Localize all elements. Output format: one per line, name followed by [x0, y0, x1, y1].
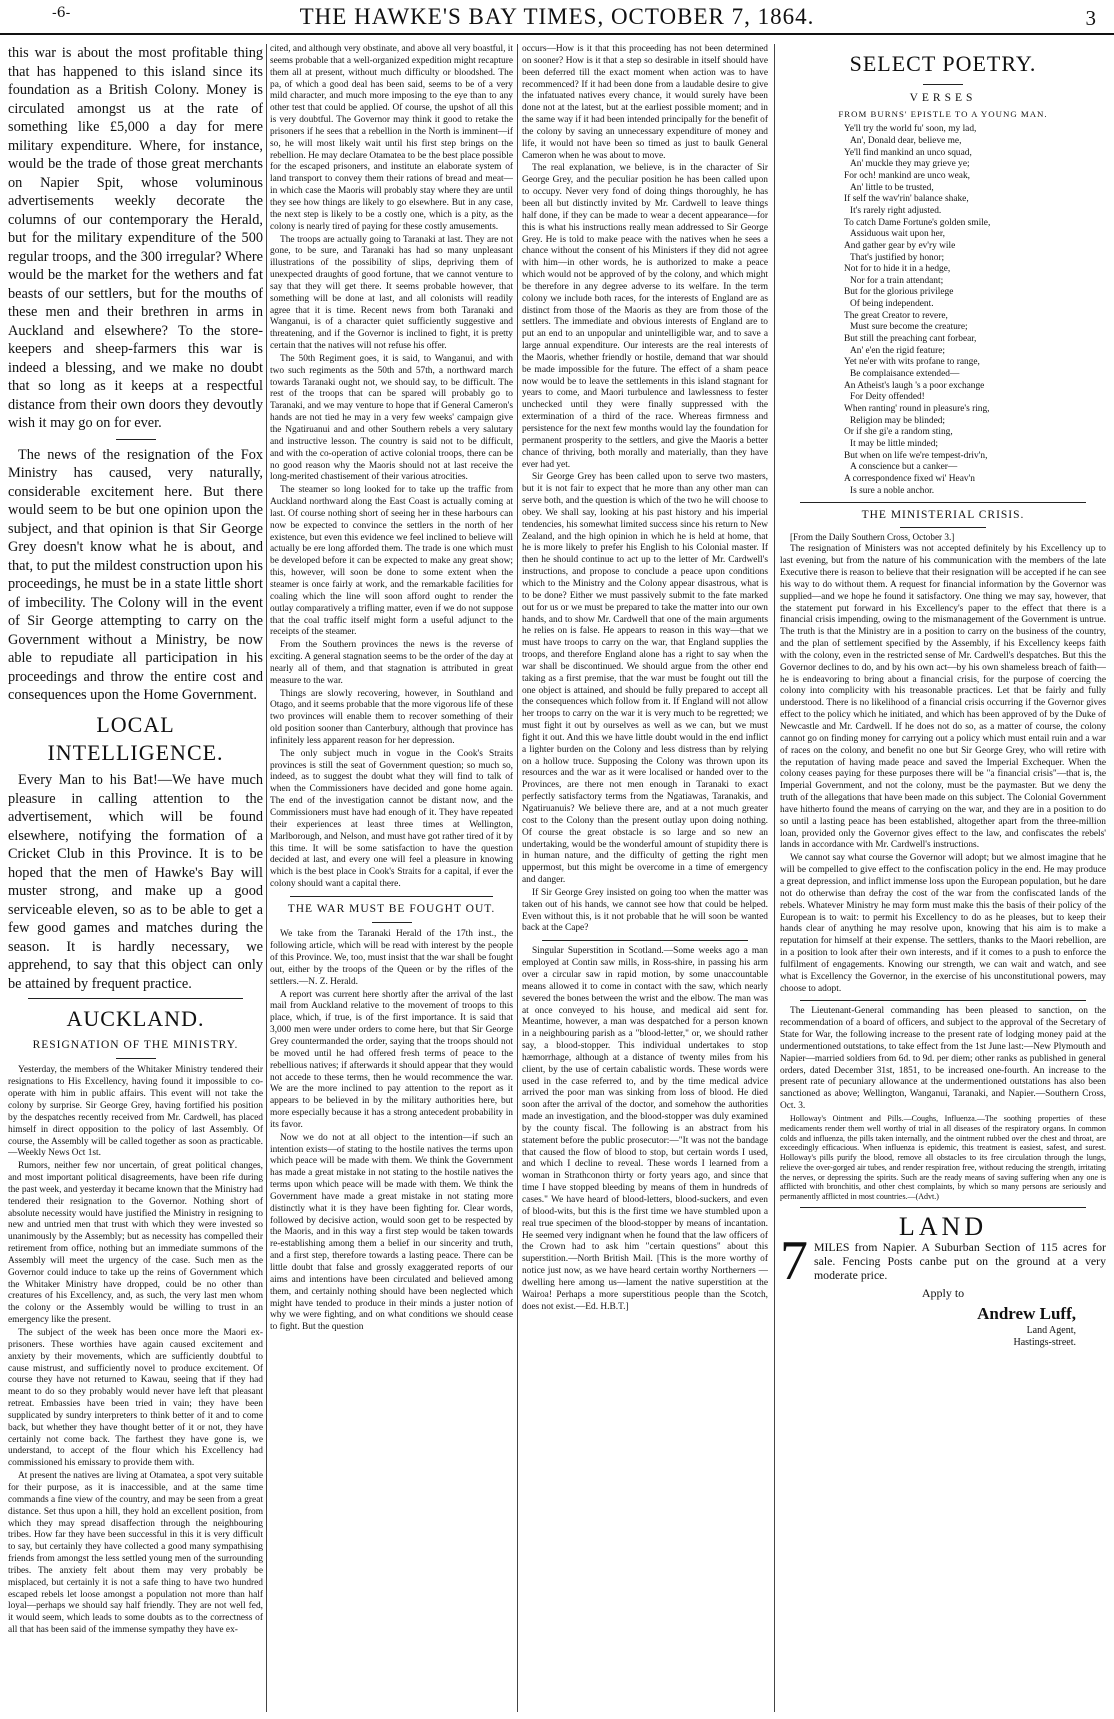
- poem-line: Must sure become the creature;: [850, 322, 968, 333]
- column-divider: [517, 44, 518, 1712]
- select-poetry-heading: SELECT POETRY.: [849, 51, 1037, 76]
- poem-line: The great Creator to revere,: [844, 310, 948, 321]
- war-continued-paragraph: The real explanation, we believe, is in the character of Sir George Grey, and the peculiar position he has been called upon to occupy. Never very fond of doing things thoroughly, he has been all but distinctly invited by Mr. Cardwell to leave things half done, if they can be made to wear a decent appearance—for this is what his instructions really mean addressed to Sir George Grey. He is told to make peace with the natives when he sees a chance without the consent of his Ministers if they did not agree with him—in other words, he is authorized to make a peace which would not be approved of by the colony, and which might be therefore in any degree adverse to its welfare. In the term colony we include both races, for the interests of England are as distinct from those of the Maoris as they are from those of the settlers. The immediate and obvious interests of England are to put an end to an unpopular and unintelligible war, and to save a large annual expenditure. Our interests are the real interests of the Maoris, whether friendly or hostile, demand that war should be made impossible for the future. The effect of a sham peace now would be to leave the settlements in this island stagnant for years to come, and Maori turbulence and lawlessness to fester unchecked until they were finally suppressed with the extermination of a third of the race. Whereas firmness and persistence for the next few months would lay the foundation for permanent prosperity to the settlers, and give the Maoris a better chance of thriving, both morally and materially, than they have ever had yet.: [522, 163, 768, 470]
- poem-line: Of being independent.: [850, 299, 934, 310]
- article-paragraph: The only subject much in vogue in the Cook's Straits provinces is still the seat of Government question; so much so, indeed, as to suggest the doubt what they will find to talk of when the Commissioners have decided and gone home again. The end of the investigation cannot be distant now, and the Commissioners must have had enough of it. They have repeated their experiences at least three times at Wellington, Marlborough, and Nelson, and must have got rather tired of it by this time. It will be some satisfaction to have the question decided at last, and every one will feel a pleasure in knowing which is the best place in Cook's Straits for a capital, if ever the colony should want a capital there.: [270, 748, 513, 890]
- article-paragraph: Things are slowly recovering, however, in Southland and Otago, and it seems probable that the more vigorous life of these two provinces will enable them to recover something of their old position sooner than Canterbury, although that province has infinitely less apparent reason for her depression.: [270, 688, 513, 746]
- poem-title: VERSES: [909, 91, 977, 104]
- column-divider: [774, 44, 775, 1712]
- poem-line: For Deity offended!: [850, 392, 925, 403]
- article-paragraph: cited, and although very obstinate, and above all very boastful, it seems probable that a well-organized expedition might recapture them all at present, without much difficulty or bloodshed. The pa, of which a good deal has been said, seems to be of a very mild character, and much more imposing to the eye than to any other test that could be applied. Of course, the upshot of all this is very doubtful. The Governor may think it good to retake the prisoners if he sees that a rebellion in the North is imminent—if so, he will most likely wait until his first step brings on the rebellion. He may declare Otamatea to be the best place possible for the escaped prisoners, and institute an elaborate system of land transport to convey them their rations of bread and meat—in which case the Maoris will probably stay where they are until they see how things are likely to go elsewhere. But in any case, the next step is likely to be a costly one, which is a pity, as the colony is nearly tired of paying for these costly amusements.: [270, 44, 513, 232]
- poem-line: Nor for a train attendant;: [850, 275, 944, 286]
- auckland-paragraph: The subject of the week has been once more the Maori ex-prisoners. These worthies have again caused excitement and anxiety by their movements, which are sufficiently doubtful to cause mistrust, and sufficiently novel to produce excitement. Of course they have not returned to Kawau, seeing that if they had meant to do so they probably would never have left that pleasant retreat. Embassies have been tried in vain; they have been supplicated by sundry interpreters to think better of it and to come back, but whether they have thought better of it or not, they have certainly not come back. The farthest they have gone is, we understand, to accept of the flour which his Excellency had commissioned his emissary to provide them with.: [8, 1328, 263, 1469]
- poem-line: If self the wav'rin' balance shake,: [844, 194, 969, 205]
- auckland-paragraph: At present the natives are living at Otamatea, a spot very suitable for their purpose, as it is inaccessible, and at the same time commands a fine view of the country, and may be seen from a great distance. Set thus upon a hill, they hold an excellent position, from which they may spread disaffection through the neighbouring tribes. How far they have been successful in this it is very difficult to say, but certainly they have collected a good many sympathising friends from amongst the less settled young men of the surrounding tribes. The anxiety felt about them may very probably be misplaced, but certainly it is not a safe thing to have two hundred escaped rebels let loose amongst a population not more than half loyal—perhaps we should say half friendly. They are not well fed, it would seem, which leads to some doubts as to the correctness of all that has been said of the immense sympathy they have ex-: [8, 1471, 263, 1636]
- poem-line: Is sure a noble anchor.: [850, 485, 935, 496]
- land-description: [780, 1229, 1106, 1292]
- column-divider: [266, 44, 267, 1712]
- article-paragraph: The 50th Regiment goes, it is said, to Wanganui, and with two such regiments as the 50th and 57th, a northward march towards Taranaki ought not, we should say, to be difficult. The rest of the troops that can be spared will probably go to Taranaki, and we may venture to hope that if General Cameron's hands are not tied he may in a very few weeks' campaign give the Ngatiruanui and and other Southern rebels a very salutary and instructive lesson. The country is said not to be difficult, and with the co-operation of active colonial troops, there can be no good reason why the Maoris should not at last receive the long-merited chastisement of their various atrocities.: [270, 353, 513, 483]
- poem-line: An' little to be trusted,: [850, 182, 934, 193]
- page-mark: -6-: [52, 5, 71, 21]
- poem-line: Ye'll find mankind an unco squad,: [844, 147, 972, 158]
- poem: [780, 124, 1106, 497]
- crisis-paragraph: We cannot say what course the Governor will adopt; but we almost imagine that he will be compelled to give effect to the confiscation policy in the end. He may produce a great depression, and inflict immense loss upon the European population, but he dare not do otherwise than defray the cost of the war from the confiscated lands of the rebels. Whatever Ministry he may form must make this the basis of their policy of the European is to wait: to permit his Excellency to do as he pleases, but to keep their hands clear of anything he may resolve upon, knowing that his aim is to make a reputation for himself at their expense. The settlers, thanks to the Maori rebellion, are in a position to look after their own interests, and if it comes to a push to enforce the fulfilment of engagements. Knowing our strength, we can wait and watch, and see what is Excellency the Governor, in the exercise of his unconstitutional powers, may choose to adopt.: [780, 853, 1106, 994]
- poem-line: A conscience but a canker—: [850, 462, 958, 473]
- section-divider: [800, 1207, 1086, 1208]
- poem-line: For och! mankind are unco weak,: [844, 170, 970, 181]
- war-profit-paragraph: this war is about the most profitable thing that has happened to this island since its foundation as a British Colony. Money is circulated amongst us at the rate of something like £5,000 a day for mere military expenditure. Where, for instance, would be the trade of those great merchants on Napier Spit, whose voluminous advertisements weekly decorate the columns of our contemporary the Herald, but for the military expenditure of the 500 regular troops, and the 300 irregular? Where would be the market for the wethers and fat beasts of our settlers, but for the mouths of these men and their brethren in arms in Auckland and elsewhere? To the store-keepers and sheep-farmers this war is indeed a blessing, and we make no doubt that so long as it keeps at a respectful distance from their own doors they devoutly wish it may go on for ever.: [8, 45, 263, 431]
- newspaper-title: THE HAWKE'S BAY TIMES, OCTOBER 7, 1864.: [299, 4, 815, 29]
- land-advert: [780, 1211, 1106, 1349]
- war-continued-paragraph: Sir George Grey has been called upon to serve two masters, but it is not fair to expect that he more than any other man can serve both, and the question is which of the two he will choose to obey. We shall say, looking at his past history and his imperial tendencies, his somewhat limited success since his return to New Zealand, and the high opinion in which he is held at home, that he is more likely to prefer his English to his Colonial master. If then he should continue to act up to the letter of Mr. Cardwell's instructions, and propose to conclude a peace upon conditions which to the Ministry and the Colony appear disastrous, what is to be done? Either we must passively submit to the fate marked out for us or we must be prepared to take the matter into our own hands, and to show Mr. Cardwell that one of the main arguments he relies on is false. He appears to reason in this way—that we must have troops to carry on the war, that England supplies the troops, and therefore England alone has a right to say when the war shall be discontinued. We should argue from the other end taking as a first premise, that the war must be fought out till the one object is attained, and should be fully prepared to accept all the consequences which follow from it. If England will not allow her troops to carry on the war it is very much to be regretted; we must fight it out by ourselves as well as we can, but we must fight it out. And this we have little doubt would in the end inflict a lighter burden on the Colony and less distress than by relying on a hollow truce. Supposing the Colony was thrown upon its resources and the war as it were localised or handed over to the Provinces, are there not men enough in Taranaki to exact perfectly satisfactory terms from the Ngatiawas, Taranakis, and Ngatiruanuis? We believe there are, and at a not much greater cost to the Colony than the present outlay upon doing nothing. Of course the great obstacle is so large and so new an undertaking, would be the wonderful amount of stupidity there is in human nature, and the difficulty of getting the right men uppermost, but this might be overcome in a time of emergency and danger.: [522, 472, 768, 886]
- cricket-club-paragraph: Every Man to his Bat!—We have much pleasure in calling attention to the advertisement, which will be found elsewhere, notifying the formation of a Cricket Club in this Province. It is to be hoped that the men of Hawke's Bay will muster strong, and make up a good serviceable eleven, so as to be able to get a few good games and matches during the season. It is hardly necessary, we apprehend, to say that this object can only be attained by frequent practice.: [8, 772, 263, 992]
- article-paragraph: From the Southern provinces the news is the reverse of exciting. A general stagnation seems to be the order of the day at nearly all of them, and that stagnation is attributed in great measure to the war.: [270, 640, 513, 686]
- poem-line: When ranting' round in pleasure's ring,: [844, 404, 990, 415]
- poem-line: Be complaisance extended—: [850, 369, 960, 380]
- section-divider: [800, 502, 1086, 503]
- auckland-paragraph: Yesterday, the members of the Whitaker Ministry tendered their resignations to His Excellency, having found it impossible to co-operate with him in public affairs. This event will not take the colony by surprise. Sir George Grey, having fortified his position by the despatches recently received from Mr. Cardwell, has placed himself in direct opposition to the policy of last Assembly. Of course, the Assembly will be called together as soon as practicable.—Weekly News Oct 1st.: [8, 1065, 263, 1159]
- column-4: [780, 44, 1106, 1712]
- poem-line: And gather gear by ev'ry wile: [844, 240, 956, 251]
- war-paragraph: Now we do not at all object to the intention—if such an intention exists—of stating to the hostile natives the terms upon which peace will be made with them. We think the Government has made a great mistake in not stating to the hostile natives the terms upon which peace will be made with them. We think the Government have made a great mistake in not stating more distinctly what it is they have been fighting for. Clear words, followed by decisive action, would soon get to be respected by the Maoris, and in this way a first step would be taken towards re-establishing among them a belief in our sincerity and truth, and a first step, therefore towards a lasting peace. There can be little doubt that false and grossly exaggerated reports of our aims and intentions have been circulated and believed among them, and certainly nothing should have been neglected which might have tended to produce in their minds a juster notion of why we were fighting, and on what conditions we should cease to fight. But the question: [270, 1132, 513, 1333]
- page-number: 3: [1085, 6, 1096, 30]
- holloway-advert: Holloway's Ointment and Pills.—Coughs, Influenza.—The soothing properties of these medicaments render them well worthy of trial in all diseases of the respiratory organs. In common colds and influenza, the pills taken internally, and the ointment rubbed over the chest and throat, are exceedingly efficacious. When influenza is epidemic, this treatment is easiest, safest, and surest. Holloway's pills purify the blood, remove all obstacles to its free circulation through the lungs, relieve the over-gorged air tubes, and render respiration free, without reducing the strength, irritating the nerves, or depressing the spirits. Such are the ready means of saving suffering when any one is afflicted with bronchitis, and other chest complaints, by which so many persons are seriously and permanently afflicted in most countries.—(Advt.): [780, 1114, 1106, 1202]
- poem-line: An Atheist's laugh 's a poor exchange: [844, 380, 985, 391]
- section-divider: [28, 998, 243, 999]
- section-divider: [542, 940, 748, 941]
- poem-line: But still the preaching cant forbear,: [844, 334, 977, 345]
- poem-line: An' muckle they may grieve ye;: [850, 159, 970, 170]
- crisis-paragraph: The resignation of Ministers was not accepted definitely by his Excellency up to last evening, but from the nature of his communication with the members of the late Executive there is reason to believe that their resignation will be accepted if he can see his way to do without them. A request for financial information by the Governor was supplied—and we hope he found it satisfactory. One thing we may say, however, that the statement put forward in his Excellency's paper to the effect that there is a financial crisis impending, owing to the mismanagement of the Government is untrue. The truth is that the Ministry are in a position to carry on the business of the country, and the plan of settlement specified by the Assembly, if his Excellency keeps faith with the colony, even in the restricted sense of Mr. Cardwell's despatches. But this the Governor declines to do, and by his own act—by his own shameless breach of faith—he is endeavoring to bring about a financial crisis, for the purpose of coercing the colony into complicity with his treasonable practices. Let that be fairly and fully understood. There is no likelihood of a financial crisis occurring if the Governor gives effect to the policy which he initiated, and which has been approved of by the Duke of Newcastle and Mr. Cardwell. If he does not do so, as a matter of course, the colony cannot go on finding money for carrying out a policy which must entail ruin and a war of races on the colony, and benefit no one but Sir George Grey, who will retire with the reputation of having made peace and saved the Imperial Exchequer. When the colony ceases paying for these purposes there will be "a financial crisis"—that is, the Imperial Government, and not the colony, must be the paymaster. But we deny the truth of the allegations that have been made on this subject. The Colonial Government have hitherto found the means of carrying on the war, and they are in a position to do so until a lasting peace has been established, altogether apart from the three-million loan, provided only the Governor gives effect to the law, and confiscates the rebels' lands in accordance with Mr. Cardwell's instructions.: [780, 544, 1106, 851]
- section-divider: [116, 1058, 156, 1059]
- section-divider: [800, 1000, 1086, 1001]
- poem-line: It's rarely right adjusted.: [850, 205, 942, 216]
- agent-street: Hastings-street.: [1013, 1336, 1076, 1348]
- war-continued-paragraph: If Sir George Grey insisted on going too when the matter was taken out of his hands, we cannot see how that could be helped. Even without this, is it not probable that he will soon be wanted back at the Cape?: [522, 887, 768, 934]
- agent-name: Andrew Luff,: [977, 1304, 1076, 1324]
- war-continued-paragraph: occurs—How is it that this proceeding has not been determined on sooner? How is it that a step so desirable in itself should have been deferred till the exact moment when action was to have recommenced? If it had been done from a laudable desire to give the infatuated natives every chance, it would surely have been done not at the latest, but at the earliest possible moment; and in the same way if it had been intended principally for the benefit of the colony by saving an unnecessary expenditure of money and life, it would not have been so timed as just to baulk General Cameron when he was about to move.: [522, 44, 768, 161]
- crisis-source: [From the Daily Southern Cross, October 3.]: [790, 531, 955, 542]
- apply-to: Apply to: [921, 1286, 965, 1301]
- poem-line: But for the glorious privilege: [844, 287, 954, 298]
- poem-line: Or if she gi'e a random sting,: [844, 427, 953, 438]
- auckland-heading: AUCKLAND.: [66, 1006, 205, 1032]
- war-heading: THE WAR MUST BE FOUGHT OUT.: [287, 902, 496, 915]
- poem-line: But when on life we're tempest-driv'n,: [844, 450, 988, 461]
- section-divider: [372, 922, 412, 923]
- poem-line: Not for to hide it in a hedge,: [844, 264, 951, 275]
- section-divider: [116, 439, 156, 440]
- poem-line: A correspondence fixed wi' Heav'n: [844, 473, 975, 484]
- war-paragraph: A report was current here shortly after the arrival of the last mail from Auckland relative to the movement of troops to this place, which, if true, is of the first importance. It is said that 3,000 men were under orders to come here, but that Sir George Grey countermanded the order, saying that the troops should not be moved until he had offered fresh terms of peace to the rebellious natives; if afterwards it should appear that they would not accede to these terms, then he would recommence the war. We are the more inclined to pay attention to the report as it appears to be believed in by the military authorities here, but more especially because it has a strong antecedent probability in its favor.: [270, 989, 513, 1130]
- article-paragraph: The steamer so long looked for to take up the traffic from Auckland northward along the East Coast is actually coming at last. Of course nothing short of seeing her in these harbours can now be expected to convince the settlers in the north of her existence, but even this evidence we feel inclined to believe will actually be ere long afforded them. The trade is one which must be developed before it can be expected to make any great show; this, however, will soon be done to some extent when the steamer is once fairly at work, and the remarkable facilities for coaling which the line will soon afford ought to render the outlay comparatively a trifling matter, even if we do not suppose that the coal traffic itself might form a useful adjunct to the receipts of the steamer.: [270, 485, 513, 638]
- poem-line: Ye'll try the world fu' soon, my lad,: [844, 124, 977, 135]
- section-divider: [900, 527, 986, 528]
- poem-line: That's justified by honor;: [850, 252, 945, 263]
- poem-line: It may be little minded;: [850, 439, 939, 449]
- lodging-money-paragraph: The Lieutenant-General commanding has been pleased to sanction, on the recommendation of a board of officers, and subject to the approval of the Secretary of State for War, the following increase to the present rate of lodging money paid at the undermentioned outstations, to take effect from the 1st June last:—New Plymouth and Napier—married soldiers from 6d. to 9d. per diem; other ranks as published in general orders, dated December 31st, 1851, to be increased one-fourth. An increase to the present rate of pecuniary allowance at the undermentioned outstations has also been sanctioned as above; Wellington, Wanganui, Taranaki, and Napier.—Southern Cross, Oct. 3.: [780, 1006, 1106, 1112]
- poem-subtitle: FROM BURNS' EPISTLE TO A YOUNG MAN.: [838, 109, 1048, 120]
- land-seven: 7: [780, 1229, 808, 1292]
- article-paragraph: The troops are actually going to Taranaki at last. They are not gone, to be sure, and Taranaki has had so many unpleasant illustrations of the possibility of slips, depriving them of unexpected draughts of good fortune, that we cannot venture to say that they will get there. It seems probable however, that something will be done at last, and all colonists will readily agree that it is time. Recent news from both Taranaki and Wanganui, is of a character quiet sufficiently suggestive and threatening, and if the Governor is inclined to fight, it is pretty certain that the natives will not refuse his offer.: [270, 234, 513, 352]
- masthead-rule: [0, 33, 1114, 35]
- crisis-heading: THE MINISTERIAL CRISIS.: [861, 509, 1025, 522]
- section-divider: [290, 896, 493, 897]
- masthead: [0, 0, 1114, 42]
- war-paragraph: We take from the Taranaki Herald of the 17th inst., the following article, which will be read with interest by the people of this Province. We, too, must insist that the war shall be fought out, either by the troops of the Queen or by the rifles of the settlers.—N. Z. Herald.: [270, 929, 513, 987]
- poem-line: An', Donald dear, believe me,: [850, 135, 962, 146]
- poem-line: To catch Dame Fortune's golden smile,: [844, 217, 991, 228]
- column-3: [522, 44, 768, 1712]
- poem-line: Yet ne'er with wits profane to range,: [844, 357, 980, 368]
- resignation-subheading: RESIGNATION OF THE MINISTRY.: [32, 1038, 239, 1051]
- section-divider: [923, 84, 963, 85]
- land-text: MILES from Napier. A Suburban Section of 115 acres for sale. Fencing Posts canbe put on the ground at a very moderate price.: [814, 1239, 1106, 1283]
- superstition-paragraph: Singular Superstition in Scotland.—Some weeks ago a man employed at Contin saw mills, in Ross-shire, in passing his arm over a circular saw in rapid motion, by some unaccountable means allowed it to come in contact with the saw, which nearly severed the bones between the wrist and the elbow. The man was at once conveyed to his house, and medical aid sent for. Meantime, however, a man was despatched for a person known in a neighbouring parish as a "blood-letter," or, we should rather say, a blood-stopper. This individual undertakes to stop hæmorrhage, although at a distance of twenty miles from his client, by the use of certain cabalistic words. These words were used in the case referred to, and by the time medical advice arrived the poor man was sinking from loss of blood. He died soon after the arrival of the doctor, and somehow the authorities made an investigation, and the blood-stopper was duly examined by the county fiscal. The following is an abstract from his statement before the public prosecutor:—"It was not the bandage that caused the flow of blood to stop, but certain words I used, and which I decline to reveal. These words I learned from a woman in Strathconon thirty or forty years ago, and since that time I have stopped bleeding by means of them in hundreds of cases." We have heard of blood-letters, blood-suckers, and even of blood-wits, but this is the first time we have stumbled upon a real true specimen of the blood-stopper by means of incantation. He seemed very indignant when he found that the law officers of the Crown had to ask him "certain questions" about this superstition.—North British Mail. [This is the more worthy of notice just now, as we have heard certain worthy Northerners —dwelling here among us—lament the native superstition at the Wairoa! Perhaps a more superstitious people than the Scotch, does not exist.—Ed. H.B.T.]: [522, 946, 768, 1312]
- auckland-paragraph: Rumors, neither few nor uncertain, of great political changes, and most important political disagreements, have been rife during the past week, and yesterday it became known that the Ministry had tendered their resignation to the Governor. Nothing short of absolute necessity would have justified the Ministry in resigning to new and untried men that trust with which they were invested so unanimously by the Assembly; but as necessity has compelled their retirement from office, nothing but an immediate summons of the Assembly will meet the urgency of the case. Such men as the Governor could induce to take up the reins of Government which the Whitaker Ministry have dropped, could be no other than creatures of his Excellency, and, as such, the very last men whom the colony or the Assembly would be willing to trust in an emergency like the present.: [8, 1161, 263, 1326]
- poem-line: An' e'en the rigid feature;: [850, 345, 946, 356]
- local-intelligence-heading: LOCAL INTELLIGENCE.: [47, 711, 224, 765]
- resignation-paragraph: The news of the resignation of the Fox Ministry has caused, very naturally, considerable excitement here. But there would seem to be but one opinion upon the subject, and that opinion is that Sir George Grey doesn't know what he is about, and that, to put the mildest construction upon his proceedings, he must be in a state little short of imbecility. The Colony will in the event of Sir George attempting to carry on the Government without a Ministry, be now able to repudiate all participation in his proceedings and throw the entire cost and consequences upon the Home Government.: [8, 446, 263, 703]
- poem-line: Assiduous wait upon her,: [850, 229, 945, 240]
- column-1: [8, 44, 263, 1712]
- land-title: LAND: [898, 1211, 988, 1241]
- poem-line: Religion may be blinded;: [850, 415, 946, 426]
- agent-title: Land Agent,: [1026, 1324, 1076, 1336]
- column-2: [270, 44, 513, 1712]
